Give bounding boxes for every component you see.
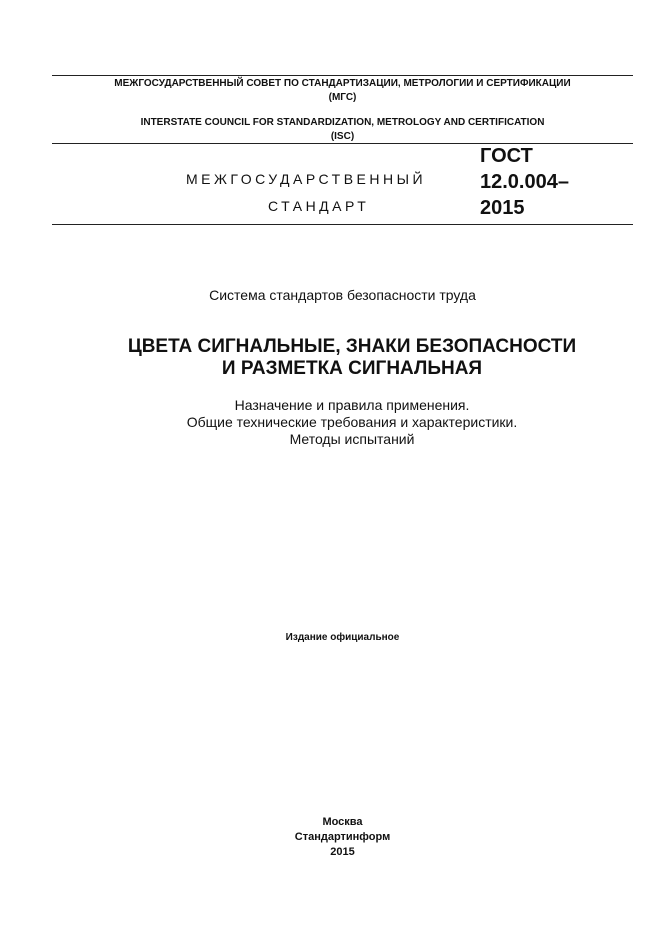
council-en-abbr: (ISC) [330,131,355,142]
gost-label: ГОСТ [480,145,533,167]
council-ru-name: МЕЖГОСУДАРСТВЕННЫЙ СОВЕТ ПО СТАНДАРТИЗАЦИИ, МЕТРОЛОГИИ И СЕРТИФИКАЦИИ [114,78,571,89]
council-en-name: INTERSTATE COUNCIL FOR STANDARDIZATION, METROLOGY AND CERTIFICATION [140,117,545,128]
standard-rule [52,224,633,225]
standard-type-line1: МЕЖГОСУДАРСТВЕННЫЙ [186,171,427,187]
imprint-city: Москва [322,816,363,828]
council-ru-abbr: (МГС) [328,92,357,103]
subtitle-line1: Назначение и правила применения. [234,397,470,413]
gost-number [480,143,569,221]
subtitle-line2: Общие технические требования и характеристики. [186,414,518,430]
council-ru [52,77,633,105]
subtitle-line3: Методы испытаний [289,431,415,447]
document-title [52,336,652,380]
top-rule [52,75,633,76]
imprint-publisher: Стандартинформ [294,831,391,843]
imprint-year: 2015 [330,846,355,858]
gost-year: 2015 [480,197,525,219]
standard-type-line2: СТАНДАРТ [268,198,370,214]
official-edition: Издание официальное [285,632,400,643]
title-line1: ЦВЕТА СИГНАЛЬНЫЕ, ЗНАКИ БЕЗОПАСНОСТИ [127,336,577,357]
imprint [52,815,633,860]
standards-system: Система стандартов безопасности труда [209,287,476,303]
title-line2: И РАЗМЕТКА СИГНАЛЬНАЯ [221,358,483,379]
gost-code: 12.0.004– [480,171,569,193]
document-subtitle [52,397,652,448]
council-en [52,116,633,144]
